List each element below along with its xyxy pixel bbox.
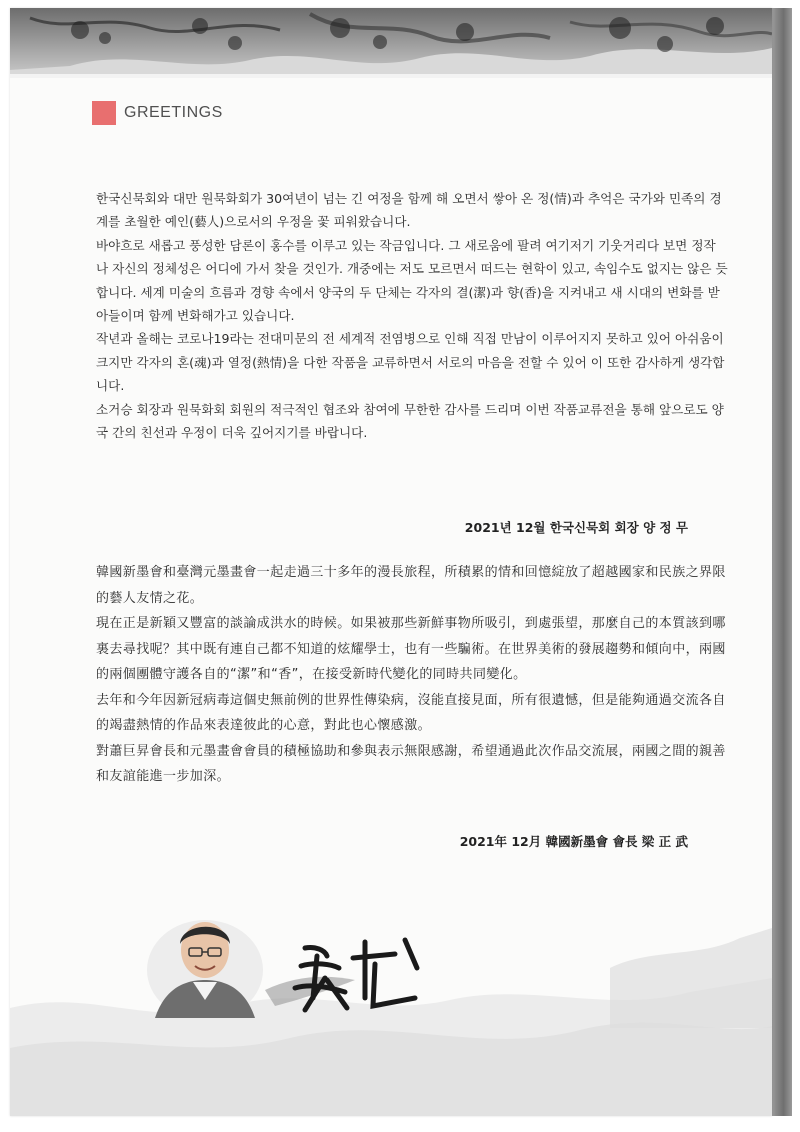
- korean-paragraph: 한국신묵회와 대만 원묵화회가 30여년이 넘는 긴 여정을 함께 해 오면서 쌓아 온 정(情)과 추억은 국가와 민족의 경계를 초월한 예인(藝人)으로서의 우정을 꽃 피워왔습니다.: [96, 191, 722, 230]
- korean-paragraph: 소거승 회장과 원묵화회 회원의 적극적인 협조와 참여에 무한한 감사를 드리며 이번 작품교류전을 통해 앞으로도 양국 간의 친선과 우정이 더욱 깊어지기를 바랍니다.: [96, 401, 724, 441]
- chinese-greeting-text: [96, 560, 728, 790]
- korean-signature: 2021년 12월 한국신묵회 회장 양 정 무: [464, 520, 688, 535]
- korean-paragraph: 작년과 올해는 코로나19라는 전대미문의 전 세계적 전염병으로 인해 직접 만남이 이루어지지 못하고 있어 아쉬움이 크지만 각자의 혼(魂)과 열정(熱情)을 다한 작품을 교류하면서 서로의 마음을 전할 수 있어 이 또한 감사하게 생각합니다.: [96, 331, 725, 394]
- chinese-paragraph: 去年和今年因新冠病毒這個史無前例的世界性傳染病，沒能直接見面，所有很遺憾，但是能夠通過交流各自的竭盡熱情的作品來表達彼此的心意，對此也心懷感激。: [96, 692, 726, 733]
- korean-greeting-text: [96, 187, 728, 444]
- korean-paragraph: 바야흐로 새롭고 풍성한 담론이 홍수를 이루고 있는 작금입니다. 그 새로움에 팔려 여기저기 기웃거리다 보면 정작 나 자신의 정체성은 어디에 가서 찾을 것인가. 개중에는 저도 모르면서 떠드는 현학이 있고, 속임수도 없지는 않은 듯합니다. 세계 미술의 흐름과 경향 속에서 양국의 두 단체는 각자의 결(潔)과 향(香)을 지켜내고 새 시대의 변화를 받아들이며 함께 변화해가고 있습니다.: [96, 237, 728, 324]
- header-title: GREETINGS: [124, 104, 223, 121]
- chinese-signature: 2021年 12月 韓國新墨會 會長 梁 正 武: [459, 834, 688, 849]
- portrait-photo: [145, 908, 265, 1018]
- document-page: [10, 8, 772, 1116]
- calligraphy-signature: [265, 928, 435, 1023]
- chinese-paragraph: 現在正是新穎又豐富的談論成洪水的時候。如果被那些新鮮事物所吸引，到處張望，那麼自己的本質該到哪裏去尋找呢？其中既有連自己都不知道的炫耀學士，也有一些騙術。在世界美術的發展趨勢和傾向中，兩國的兩個團體守護各自的“潔”和“香”，在接受新時代變化的同時共同變化。: [96, 616, 726, 682]
- header-accent-square: [92, 101, 116, 125]
- section-header: [92, 100, 223, 126]
- chinese-paragraph: 對蕭巨昇會長和元墨畫會會員的積極協助和參與表示無限感謝，希望通過此次作品交流展，兩國之間的親善和友誼能進一步加深。: [96, 743, 726, 784]
- chinese-paragraph: 韓國新墨會和臺灣元墨畫會一起走過三十多年的漫長旅程，所積累的情和回憶綻放了超越國家和民族之界限的藝人友情之花。: [96, 565, 726, 606]
- ink-painting-banner: [10, 8, 772, 78]
